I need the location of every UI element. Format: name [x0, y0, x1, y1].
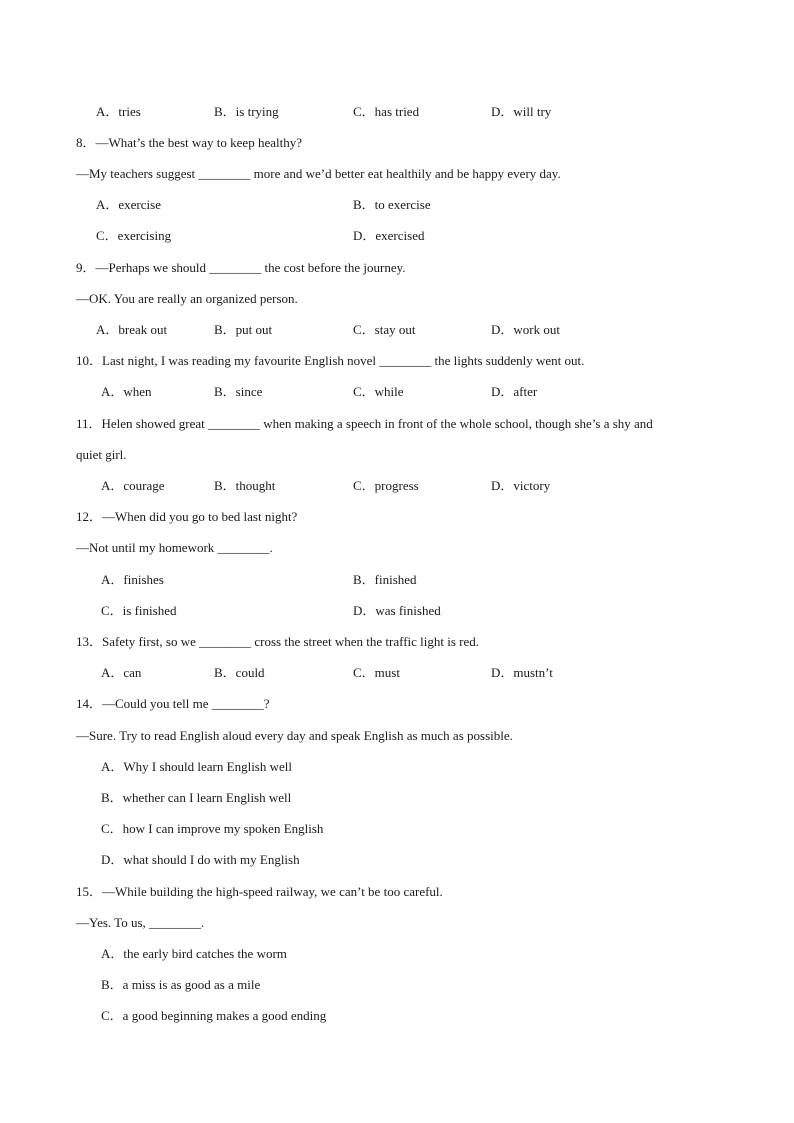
option-b: B．since — [214, 384, 263, 399]
option-d: D．exercised — [353, 228, 425, 243]
option-a: A．tries — [96, 104, 141, 119]
question-stem: —Not until my homework ________. — [76, 540, 273, 555]
option-a: A．courage — [101, 478, 165, 493]
option-b: B．a miss is as good as a mile — [101, 977, 261, 992]
option-d: D．was finished — [353, 603, 441, 618]
question-stem: 14．—Could you tell me ________? — [76, 696, 270, 711]
option-a: A．the early bird catches the worm — [101, 946, 287, 961]
question-stem: 9．—Perhaps we should ________ the cost before the journey. — [76, 260, 406, 275]
question-stem: 12．—When did you go to bed last night? — [76, 509, 298, 524]
option-b: B．put out — [214, 322, 273, 337]
question-stem: 10．Last night, I was reading my favourite English novel ________ the lights suddenly went out. — [76, 353, 585, 368]
option-d: D．mustn’t — [491, 665, 553, 680]
option-d: D．after — [491, 384, 538, 399]
question-stem: —My teachers suggest ________ more and we’d better eat healthily and be happy every day. — [76, 166, 561, 181]
option-b: B．whether can I learn English well — [101, 790, 292, 805]
question-stem: —OK. You are really an organized person. — [76, 291, 298, 306]
question-stem: —Yes. To us, ________. — [76, 915, 205, 930]
option-c: C．is finished — [101, 603, 177, 618]
option-b: B．finished — [353, 572, 417, 587]
option-c: C．how I can improve my spoken English — [101, 821, 324, 836]
option-c: C．progress — [353, 478, 419, 493]
option-c: C．exercising — [96, 228, 172, 243]
question-stem: 15．—While building the high-speed railway, we can’t be too careful. — [76, 884, 443, 899]
option-b: B．is trying — [214, 104, 279, 119]
option-c: C．a good beginning makes a good ending — [101, 1008, 327, 1023]
option-a: A．exercise — [96, 197, 161, 212]
option-a: A．break out — [96, 322, 168, 337]
option-a: A．Why I should learn English well — [101, 759, 292, 774]
option-a: A．when — [101, 384, 152, 399]
option-a: A．can — [101, 665, 142, 680]
question-stem: 8．—What’s the best way to keep healthy? — [76, 135, 302, 150]
option-b: B．thought — [214, 478, 276, 493]
option-c: C．while — [353, 384, 404, 399]
option-d: D．victory — [491, 478, 551, 493]
option-d: D．what should I do with my English — [101, 852, 300, 867]
question-stem: —Sure. Try to read English aloud every day and speak English as much as possible. — [76, 728, 513, 743]
option-d: D．work out — [491, 322, 560, 337]
question-stem: 11．Helen showed great ________ when making a speech in front of the whole school, though she’s a shy and — [76, 416, 653, 431]
option-b: B．to exercise — [353, 197, 431, 212]
question-stem: quiet girl. — [76, 447, 127, 462]
option-a: A．finishes — [101, 572, 164, 587]
option-c: C．stay out — [353, 322, 416, 337]
option-c: C．must — [353, 665, 400, 680]
option-c: C．has tried — [353, 104, 420, 119]
option-b: B．could — [214, 665, 265, 680]
option-d: D．will try — [491, 104, 552, 119]
question-stem: 13．Safety first, so we ________ cross the street when the traffic light is red. — [76, 634, 480, 649]
